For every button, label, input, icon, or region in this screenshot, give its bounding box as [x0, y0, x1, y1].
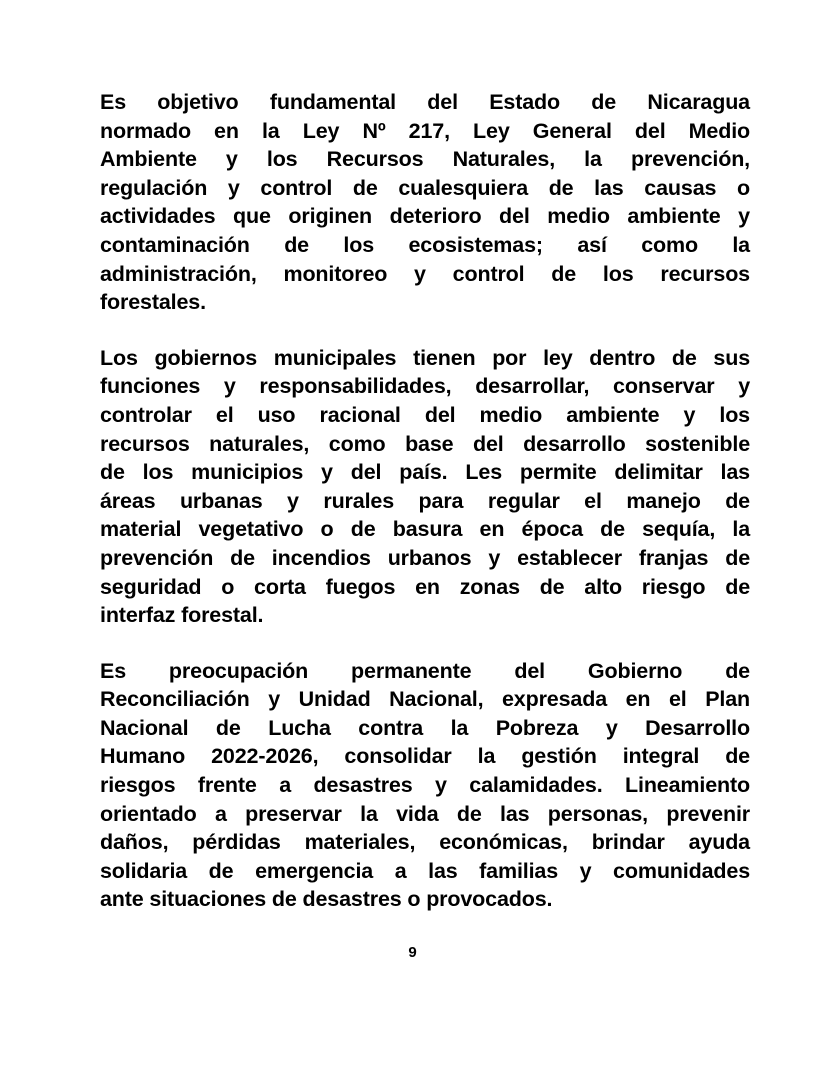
paragraph-line: forestales.: [100, 290, 206, 315]
page-number: 9: [408, 944, 417, 961]
paragraph-line: Nacional de Lucha contra la Pobreza y Desarrollo: [100, 715, 750, 740]
paragraph-line: contaminación de los ecosistemas; así como la: [100, 232, 750, 257]
paragraph-line: controlar el uso racional del medio ambiente y los: [100, 402, 750, 427]
paragraph-line: Es objetivo fundamental del Estado de Nicaragua: [100, 90, 750, 114]
paragraph-line: prevención de incendios urbanos y establecer franjas de: [100, 545, 750, 570]
paragraph-line: normado en la Ley Nº 217, Ley General del Medio: [100, 118, 750, 143]
paragraph-2: [100, 344, 750, 630]
paragraph-line: material vegetativo o de basura en época de sequía, la: [100, 517, 750, 542]
paragraph-line: Ambiente y los Recursos Naturales, la prevención,: [100, 147, 750, 172]
paragraph-line: solidaria de emergencia a las familias y comunidades: [100, 858, 750, 883]
paragraph-line: daños, pérdidas materiales, económicas, brindar ayuda: [100, 830, 750, 855]
paragraph-line: orientado a preservar la vida de las personas, prevenir: [100, 801, 750, 826]
paragraph-line: seguridad o corta fuegos en zonas de alto riesgo de: [100, 574, 750, 599]
paragraph-line: de los municipios y del país. Les permite delimitar las: [100, 460, 750, 485]
paragraph-line: administración, monitoreo y control de los recursos: [100, 261, 750, 286]
paragraph-line: Los gobiernos municipales tienen por ley dentro de sus: [100, 345, 750, 370]
paragraph-line: Humano 2022-2026, consolidar la gestión integral de: [100, 744, 750, 769]
paragraph-3: [100, 657, 750, 914]
paragraph-line: interfaz forestal.: [100, 603, 264, 628]
paragraph-line: regulación y control de cualesquiera de las causas o: [100, 175, 750, 200]
paragraph-1: [100, 88, 750, 317]
document-body: [100, 88, 750, 914]
paragraph-line: actividades que originen deterioro del medio ambiente y: [100, 204, 750, 229]
paragraph-line: ante situaciones de desastres o provocados.: [100, 887, 553, 912]
paragraph-line: Es preocupación permanente del Gobierno de: [100, 658, 750, 683]
paragraph-line: Reconciliación y Unidad Nacional, expresada en el Plan: [100, 687, 750, 712]
paragraph-line: recursos naturales, como base del desarrollo sostenible: [100, 431, 750, 456]
paragraph-line: funciones y responsabilidades, desarrollar, conservar y: [100, 374, 750, 399]
paragraph-line: áreas urbanas y rurales para regular el manejo de: [100, 488, 750, 513]
paragraph-line: riesgos frente a desastres y calamidades. Lineamiento: [100, 773, 750, 798]
